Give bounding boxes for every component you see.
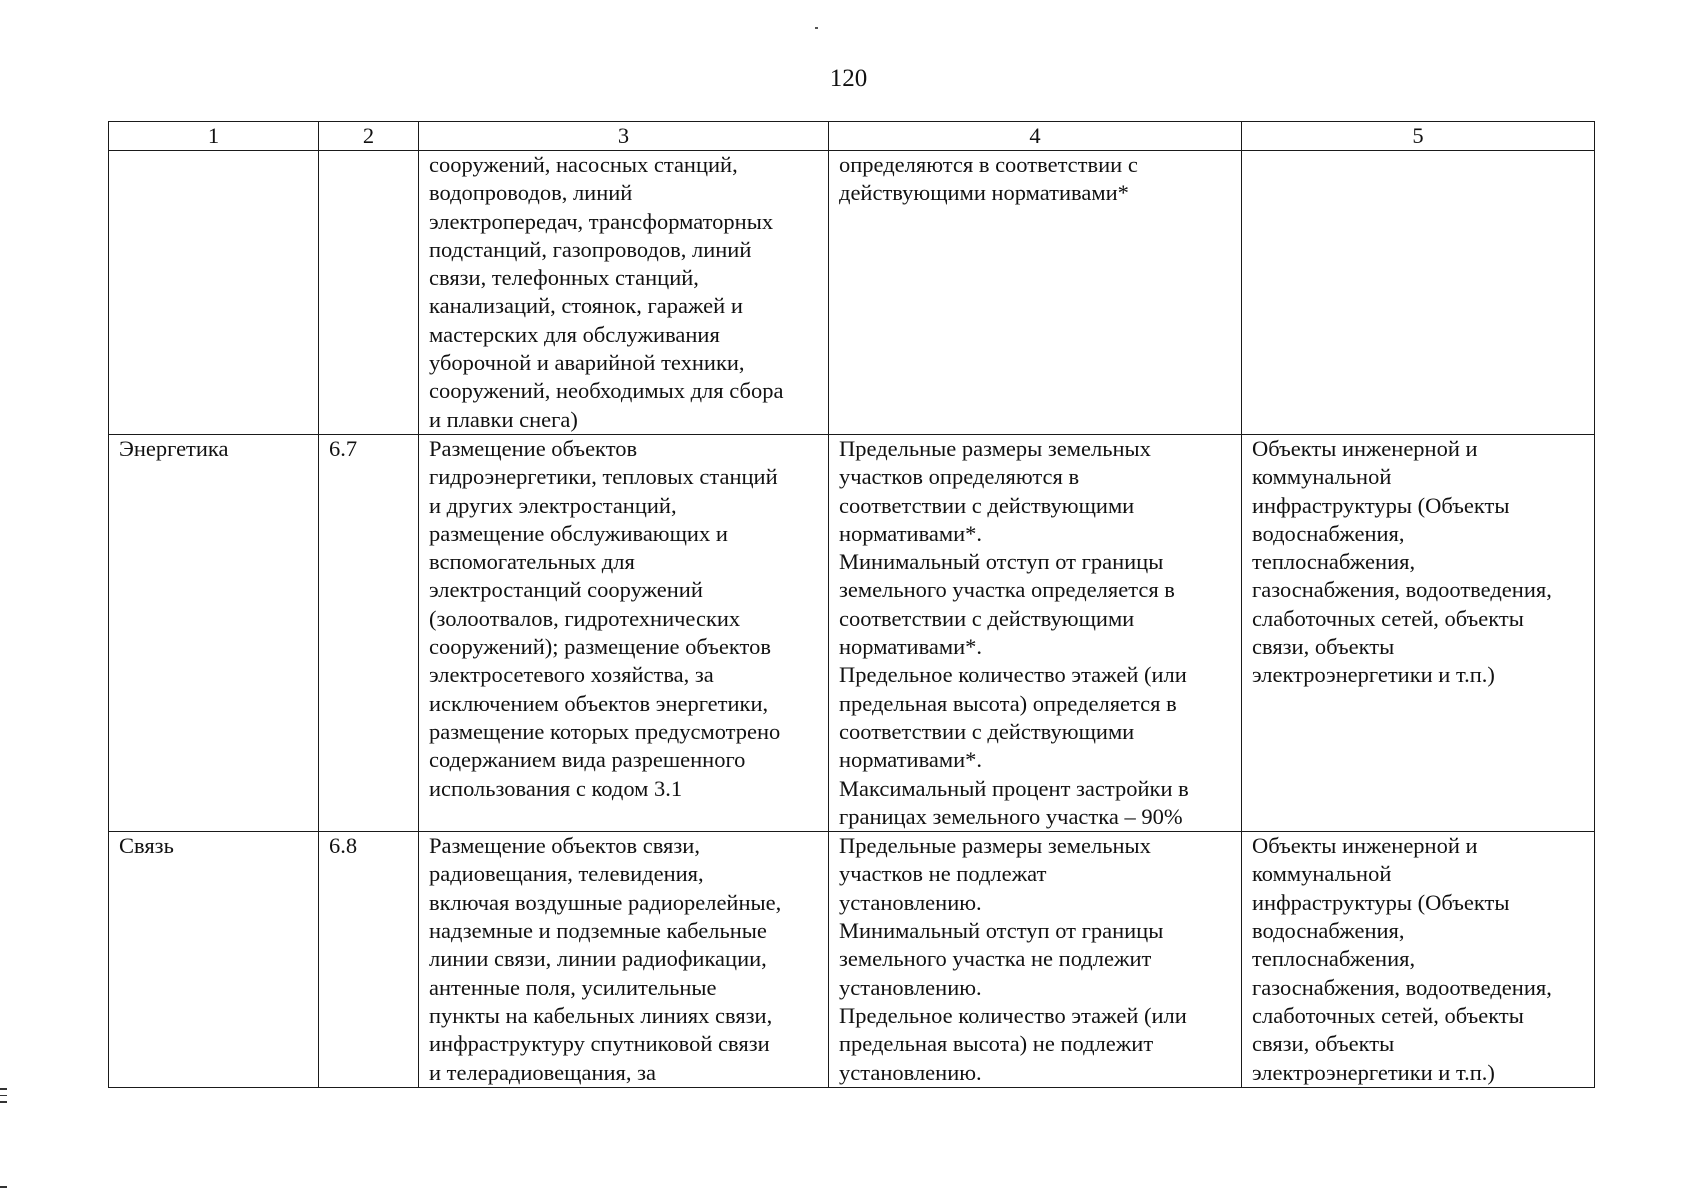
use-type-auxiliary: Объекты инженерной и коммунальной инфраструктуры (Объекты водоснабжения, теплоснабжения, газоснабжения, водоотведения, слаботочных сетей, объекты связи, объекты электроэнергетики и т.п.) [1242,832,1595,1088]
column-header-4: 4 [829,122,1242,151]
use-type-description: Размещение объектов связи, радиовещания, телевидения, включая воздушные радиорелейные, надземные и подземные кабельные линии связи, линии радиофикации, антенные поля, усилительные пункты на кабельных линиях связи, инфраструктуру спутниковой связи и телерадиовещания, за [419,832,829,1088]
use-type-auxiliary [1242,151,1595,435]
margin-tick-marks [0,1088,7,1108]
use-type-name [109,151,319,435]
use-type-auxiliary: Объекты инженерной и коммунальной инфраструктуры (Объекты водоснабжения, теплоснабжения, газоснабжения, водоотведения, слаботочных сетей, объекты связи, объекты электроэнергетики и т.п.) [1242,434,1595,831]
table-row [109,151,1595,435]
use-type-description: Размещение объектов гидроэнергетики, тепловых станций и других электростанций, размещение обслуживающих и вспомогательных для электростанций сооружений (золоотвалов, гидротехнических сооружений); размещение объектов электросетевого хозяйства, за исключением объектов энергетики, размещение которых предусмотрено содержанием вида разрешенного использования с кодом 3.1 [419,434,829,831]
use-type-name: Энергетика [109,434,319,831]
column-header-5: 5 [1242,122,1595,151]
column-header-2: 2 [319,122,419,151]
use-type-parameters: Предельные размеры земельных участков не подлежат установлению. Минимальный отступ от границы земельного участка не подлежит установлению. Предельное количество этажей (или предельная высота) не подлежит установлению. [829,832,1242,1088]
margin-tick-mark [0,1186,7,1188]
table-header-row [109,122,1595,151]
scan-speck [815,27,818,29]
table-row [109,832,1595,1088]
land-use-table [108,121,1595,1088]
use-type-code: 6.7 [319,434,419,831]
use-type-name: Связь [109,832,319,1088]
column-header-3: 3 [419,122,829,151]
use-type-code [319,151,419,435]
use-type-parameters: Предельные размеры земельных участков определяются в соответствии с действующими нормативами*. Минимальный отступ от границы земельного участка определяется в соответствии с действующими нормативами*. Предельное количество этажей (или предельная высота) определяется в соответствии с действующими нормативами*. Максимальный процент застройки в границах земельного участка – 90% [829,434,1242,831]
column-header-1: 1 [109,122,319,151]
use-type-parameters: определяются в соответствии с действующими нормативами* [829,151,1242,435]
page-number: 120 [829,65,868,92]
use-type-description: сооружений, насосных станций, водопроводов, линий электропередач, трансформаторных подстанций, газопроводов, линий связи, телефонных станций, канализаций, стоянок, гаражей и мастерских для обслуживания уборочной и аварийной техники, сооружений, необходимых для сбора и плавки снега) [419,151,829,435]
table-row [109,434,1595,831]
use-type-code: 6.8 [319,832,419,1088]
